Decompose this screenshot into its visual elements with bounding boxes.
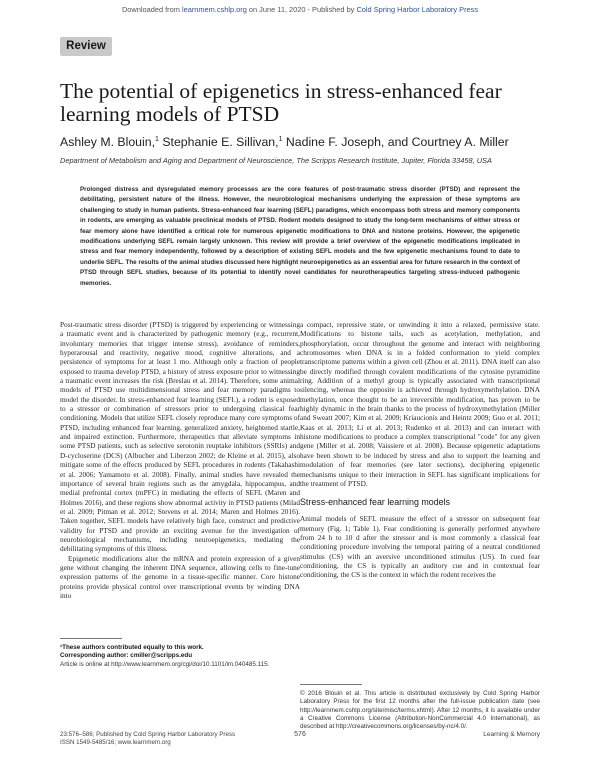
- copyright-divider: [300, 684, 362, 685]
- intro-paragraph-2: Epigenetic modifications alter the mRNA and protein expression of a given gene without changing the inherent DNA sequence, allowing cells to fine-tune expression patterns of the genome in a tissue-specific manner. Core histone proteins provide physical control over transcriptional events by winding DNA into: [60, 553, 300, 600]
- author-blouin: Ashley M. Blouin,: [60, 135, 156, 149]
- section-tag: Review: [60, 37, 112, 56]
- footnote-divider: [60, 638, 122, 639]
- author-mark-2: 1: [278, 135, 283, 143]
- author-mark-1: 1: [155, 135, 159, 143]
- article-title: The potential of epigenetics in stress-enhanced fear learning models of PTSD: [60, 79, 502, 126]
- publisher-link[interactable]: Cold Spring Harbor Laboratory Press: [356, 5, 479, 14]
- sefl-paragraph-1: Animal models of SEFL measure the effect of a stressor on subsequent fear memory (Fig. 1; Table 1). Fear conditioning is generally performed anywhere from 24 h to 10 d after the stressor and is most commonly a classical fear conditioning procedure involving the temporal pairing of a neutral conditioned stimulus (CS) with an aversive unconditioned stimulus (US). In cued fear conditioning, the CS is typically an auditory cue and in contextual fear conditioning, the CS is the context in which the rodent receives the: [300, 514, 540, 580]
- download-prefix: Downloaded from: [121, 5, 182, 14]
- footer-citation: [60, 731, 280, 747]
- abstract: Prolonged distress and dysregulated memory processes are the core features of post-traumatic stress disorder (PTSD) and represent the debilitating, persistent nature of the illness. However, the neurobiological mechanisms underlying the expression of these symptoms are challenging to study in human patients. Stress-enhanced fear learning (SEFL) paradigms, which encompass both stress and memory components in rodents, are emerging as valuable preclinical models of PTSD. Rodent models designed to study the long-term mechanisms of either stress or fear memory alone have identified a critical role for numerous epigenetic modifications to DNA and histone proteins. However, the epigenetic modifications underlying SEFL remain largely unknown. This review will provide a brief overview of the epigenetic modifications implicated in stress and fear memory independently, followed by a description of existing SEFL models and the few epigenetic mechanisms found to date to underlie SEFL. The results of the animal studies discussed here highlight neuroepigenetics as an essential area for future research in the context of PTSD through SEFL studies, because of its potential to identify novel candidates for neurotherapeutics targeting stress-induced pathogenic memories.: [80, 186, 520, 287]
- left-column: [60, 320, 300, 600]
- author-sillivan: Stephanie E. Sillivan,: [162, 135, 279, 149]
- footnotes: [60, 644, 300, 669]
- footnote-corresponding-author: Corresponding author: cmiller@scripps.edu: [60, 652, 193, 660]
- section-heading-sefl-models: Stress-enhanced fear learning models: [300, 497, 450, 508]
- footnote-article-doi: Article is online at http://www.learnmem.org/cgi/doi/10.1101/lm.040485.115.: [60, 660, 270, 668]
- site-link[interactable]: learnmem.cshlp.org: [181, 5, 247, 14]
- author-joseph-miller: Nadine F. Joseph, and Courtney A. Miller: [285, 135, 509, 149]
- affiliation: Department of Metabolism and Aging and Department of Neuroscience, The Scripps Research Institute, Jupiter, Florida 33458, USA: [60, 156, 492, 165]
- download-notice: [0, 5, 600, 14]
- right-column: [300, 320, 540, 580]
- journal-name: Learning & Memory: [483, 731, 540, 738]
- page-number: 576: [294, 731, 306, 738]
- copyright-notice: © 2016 Blouin et al. This article is distributed exclusively by Cold Spring Harbor Laboratory Press for the first 12 months after the full-issue publication date (see http://learnmem.cshlp.org/site/misc/terms.xhtml). After 12 months, it is available under a Creative Commons License (Attribution-NonCommercial 4.0 International), as described at http://creativecommons.org/licenses/by-nc/4.0/.: [300, 690, 540, 731]
- footer-volume: 23:576–586; Published by Cold Spring Harbor Laboratory Press: [60, 731, 236, 738]
- footnote-equal-contribution: ¹These authors contributed equally to this work.: [60, 644, 204, 651]
- author-list: [60, 135, 580, 149]
- intro-paragraph-1: Post-traumatic stress disorder (PTSD) is triggered by experiencing or witnessing a traumatic event and is characterized by pathogenic memory (e.g., recurrent, involuntary memories that trigger intense stress), avoidance of reminders, hyperarousal and reactivity, negative mood, cognitive alterations, and a persistence of symptoms for at least 1 mo. Although only a fraction of people exposed to trauma develop PTSD, a history of stress exposure prior to witnessing a traumatic event increases the risk (Breslau et al. 2014). Therefore, some animal models of PTSD use multidimensional stress and fear memory paradigms to model the disorder. In stress-enhanced fear learning (SEFL), a rodent is exposed to a stressor or combination of stressors prior to undergoing classical fear conditioning. Models that utilize SEFL closely reproduce many core symptoms of PTSD, including enhanced fear learning, generalized anxiety, heightened startle, and impaired extinction. Furthermore, therapeutics that alleviate symptoms in some PTSD patients, such as selective serotonin reuptake inhibitors (SSRIs) and D-cycloserine (DCS) (Albucher and Liberzon 2002; de Kleine et al. 2015), also mitigate some of the effects produced by SEFL procedures in rodents (Takahashi et al. 2006; Yamamoto et al. 2008). Finally, animal studies have revealed the importance of several brain regions such as the amygdala, hippocampus, and medial prefrontal cortex (mPFC) in mediating the effects of SEFL (Maren and Holmes 2016), and these regions show abnormal activity in PTSD patients (Milad et al. 2009; Pitman et al. 2012; Stevens et al. 2014; Maren and Holmes 2016). Taken together, SEFL models have relatively high face, construct and predictive validity for PTSD and provide an exciting avenue for the investigation of neurobiological mechanisms, including neuroepigenetics, mediating the debilitating symptoms of this illness.: [60, 320, 300, 554]
- intro-paragraph-3: a compact, repressive state, or unwinding it into a relaxed, permissive state. Modifications to histone tails, such as acetylation, methylation, and phosphorylation, occur throughout the genome and interact with neighboring chromosomes when DNA is in a folded conformation to yield complex transcriptome patterns within a given cell (Zhou et al. 2011). DNA itself can also be directly modified through covalent modifications of the cytosine pyramidine ring. Addition of a methyl group is typically associated with transcriptional silencing, whereas the opposite is achieved through hydroxymethylation. DNA methylation, once thought to be an irreversible modification, has proven to be highly dynamic in the brain thanks to the process of hydroxymethylation (Miller and Sweatt 2007; Kim et al. 2009; Kriaucionis and Heintz 2009; Guo et al. 2011; Kaas et al. 2013; Li et al. 2013; Rudenko et al. 2013) and can interact with histone modifications to produce a complex transcriptional "code" for any given gene (Miller et al. 2008; Vaissiere et al. 2008). Because epigenetic adaptations have been shown to be induced by stress and also to support the learning and modulation of fear memories (see later sections), deciphering epigenetic mechanisms unique to their interaction in SEFL has significant implications for the treatment of PTSD.: [300, 320, 540, 488]
- footer-issn: ISSN 1549-5485/16; www.learnmem.org: [60, 739, 171, 747]
- download-middle: on June 11, 2020 - Published by: [246, 5, 357, 14]
